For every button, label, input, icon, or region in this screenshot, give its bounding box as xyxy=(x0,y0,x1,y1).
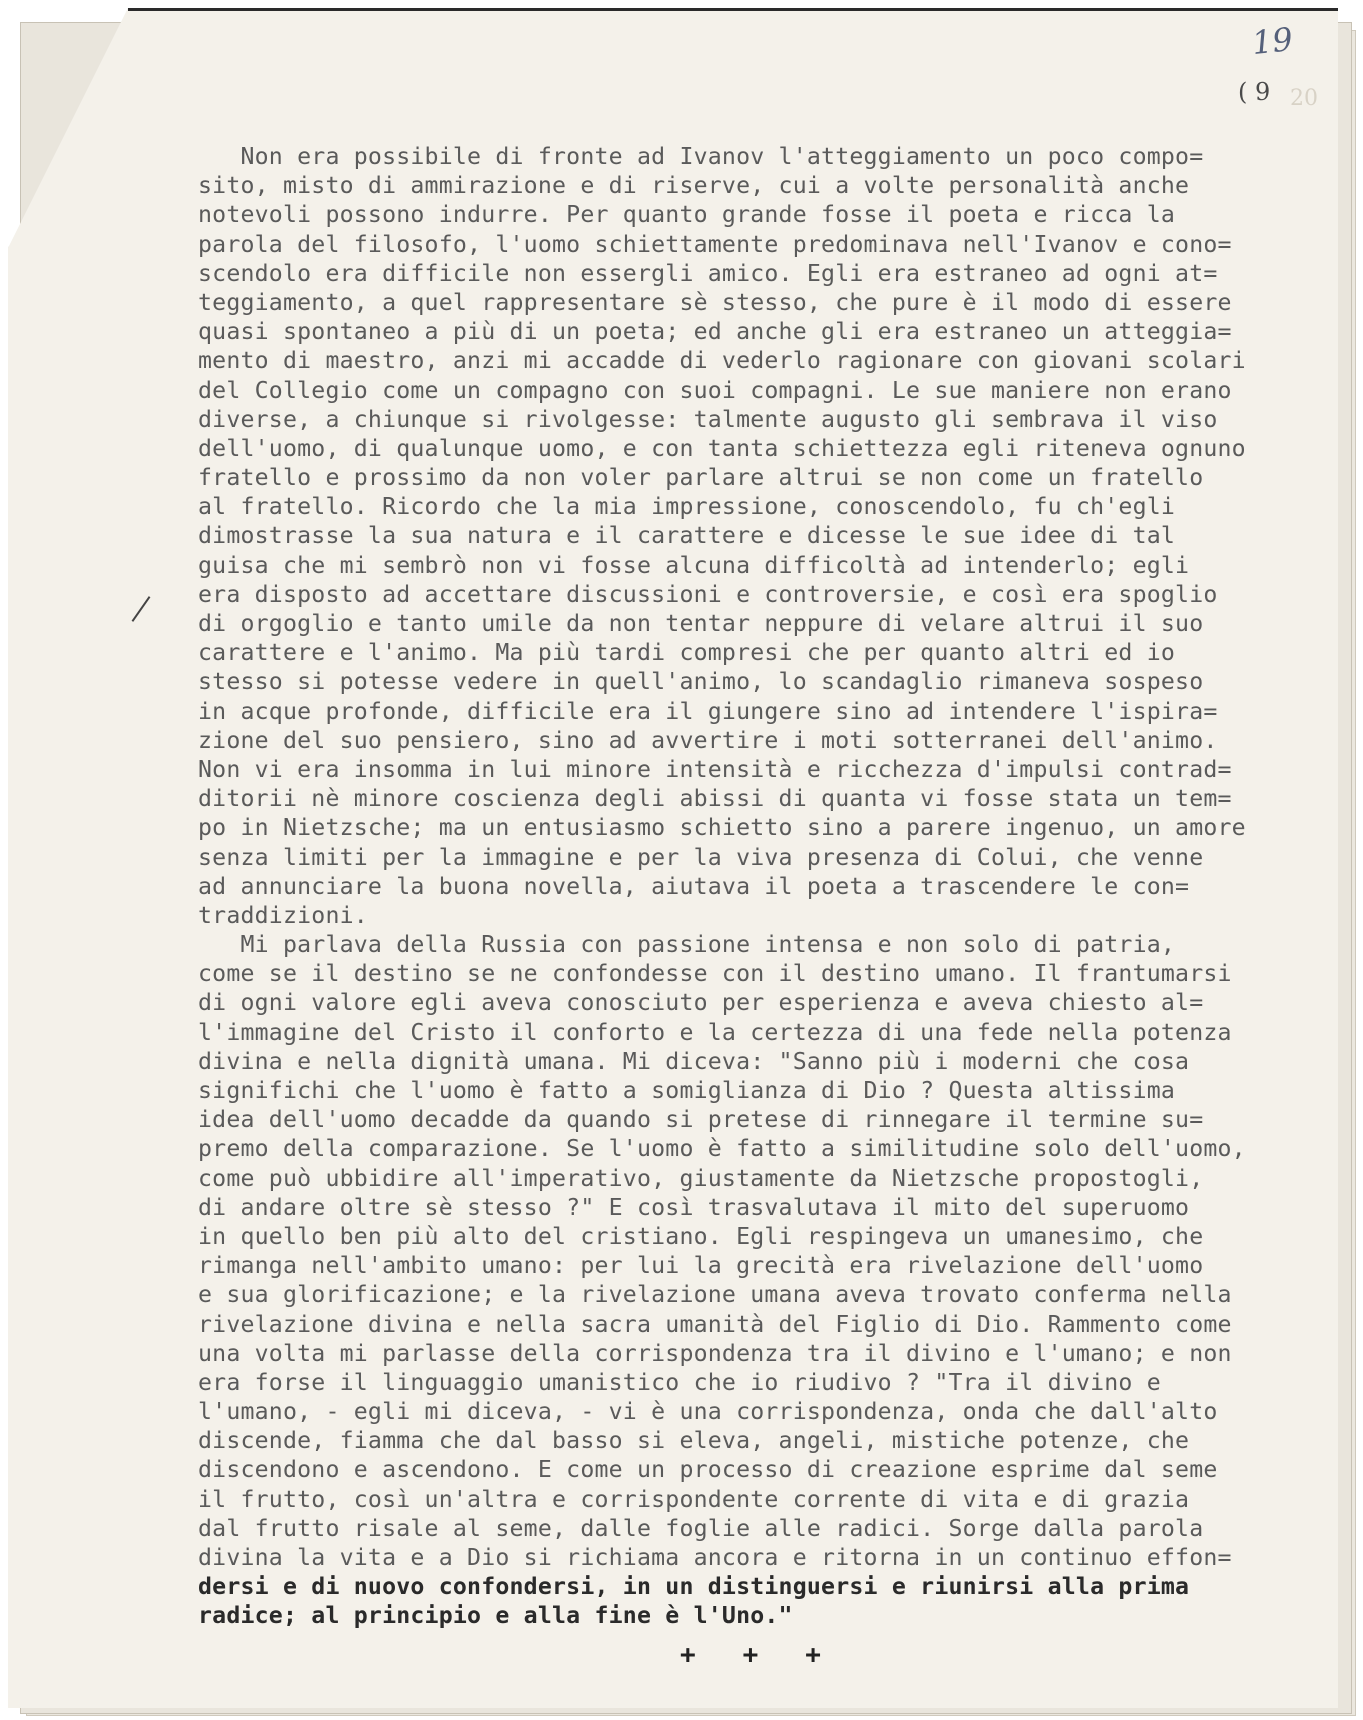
text-line: dersi e di nuovo confondersi, in un distinguersi e riunirsi alla prima xyxy=(198,1573,1190,1601)
page-number: 19 xyxy=(1250,19,1295,63)
section-end-mark: + + + xyxy=(680,1640,821,1670)
text-line: come se il destino se ne confondesse con il destino umano. Il frantumarsi xyxy=(198,960,1232,988)
ghost-page-number: 20 xyxy=(1290,86,1318,111)
text-line: mento di maestro, anzi mi accadde di vederlo ragionare con giovani scolari xyxy=(198,347,1246,375)
text-line: sito, misto di ammirazione e di riserve, cui a volte personalità anche xyxy=(198,172,1190,200)
section-number: ( 9 xyxy=(1238,78,1271,106)
text-line: in acque profonde, difficile era il giungere sino ad intendere l'ispira= xyxy=(198,697,1218,725)
text-line: l'immagine del Cristo il conforto e la certezza di una fede nella potenza xyxy=(198,1018,1232,1046)
text-line: radice; al principio e alla fine è l'Uno." xyxy=(198,1602,793,1630)
text-line: scendolo era difficile non essergli amico. Egli era estraneo ad ogni at= xyxy=(198,259,1218,287)
text-line: dell'uomo, di qualunque uomo, e con tanta schiettezza egli riteneva ognuno xyxy=(198,434,1246,462)
page-top-edge xyxy=(128,8,1338,11)
text-line: fratello e prossimo da non voler parlare altrui se non come un fratello xyxy=(198,464,1204,492)
text-line: notevoli possono indurre. Per quanto grande fosse il poeta e ricca la xyxy=(198,201,1176,229)
text-line: significhi che l'uomo è fatto a somiglianza di Dio ? Questa altissima xyxy=(198,1077,1176,1104)
text-line: parola del filosofo, l'uomo schiettamente predominava nell'Ivanov e cono= xyxy=(198,230,1232,258)
text-line: Mi parlava della Russia con passione intensa e non solo di patria, xyxy=(198,931,1176,959)
text-line: discende, fiamma che dal basso si eleva, angeli, mistiche potenze, che xyxy=(198,1427,1190,1455)
text-line: teggiamento, a quel rappresentare sè stesso, che pure è il modo di essere xyxy=(198,288,1232,316)
text-line: l'umano, - egli mi diceva, - vi è una corrispondenza, onda che dall'alto xyxy=(198,1398,1218,1426)
text-line: traddizioni. xyxy=(198,901,368,929)
text-line: era disposto ad accettare discussioni e controversie, e così era spoglio xyxy=(198,580,1218,608)
text-line: di ogni valore egli aveva conosciuto per esperienza e aveva chiesto al= xyxy=(198,989,1204,1017)
text-line: premo della comparazione. Se l'uomo è fatto a similitudine solo dell'uomo, xyxy=(198,1135,1246,1163)
text-line: zione del suo pensiero, sino ad avvertire i moti sotterranei dell'animo. xyxy=(198,726,1218,754)
text-line: una volta mi parlasse della corrispondenza tra il divino e l'umano; e non xyxy=(198,1339,1232,1367)
text-line: era forse il linguaggio umanistico che io riudivo ? "Tra il divino e xyxy=(198,1368,1161,1396)
text-line: del Collegio come un compagno con suoi compagni. Le sue maniere non erano xyxy=(198,376,1232,404)
text-line: dal frutto risale al seme, dalle foglie alle radici. Sorge dalla parola xyxy=(198,1514,1204,1542)
text-line: il frutto, così un'altra e corrispondente corrente di vita e di grazia xyxy=(198,1485,1190,1513)
text-line: diverse, a chiunque si rivolgesse: talmente augusto gli sembrava il viso xyxy=(198,405,1218,433)
text-line: Non vi era insomma in lui minore intensità e ricchezza d'impulsi contrad= xyxy=(198,755,1232,783)
text-line: ditorii nè minore coscienza degli abissi di quanta vi fosse stata un tem= xyxy=(198,785,1232,813)
text-line: rivelazione divina e nella sacra umanità del Figlio di Dio. Rammento come xyxy=(198,1310,1232,1338)
text-line: in quello ben più alto del cristiano. Egli respingeva un umanesimo, che xyxy=(198,1222,1204,1250)
text-line: senza limiti per la immagine e per la viva presenza di Colui, che venne xyxy=(198,843,1204,871)
text-line: guisa che mi sembrò non vi fosse alcuna difficoltà ad intenderlo; egli xyxy=(198,551,1190,579)
text-line: e sua glorificazione; e la rivelazione umana aveva trovato conferma nella xyxy=(198,1281,1232,1309)
text-line: di orgoglio e tanto umile da non tentar neppure di velare altrui il suo xyxy=(198,610,1204,637)
text-line: divina e nella dignità umana. Mi diceva: "Sanno più i moderni che cosa xyxy=(198,1047,1190,1075)
text-line: dimostrasse la sua natura e il carattere e dicesse le sue idee di tal xyxy=(198,522,1176,550)
text-line: ad annunciare la buona novella, aiutava il poeta a trascendere le con= xyxy=(198,872,1190,900)
text-line: di andare oltre sè stesso ?" E così trasvalutava il mito del superuomo xyxy=(198,1193,1190,1221)
text-line: carattere e l'animo. Ma più tardi compresi che per quanto altri ed io xyxy=(198,639,1176,667)
text-line: quasi spontaneo a più di un poeta; ed anche gli era estraneo un atteggia= xyxy=(198,318,1232,346)
text-line: rimanga nell'ambito umano: per lui la grecità era rivelazione dell'uomo xyxy=(198,1252,1204,1280)
text-line: po in Nietzsche; ma un entusiasmo schietto sino a parere ingenuo, un amore xyxy=(198,814,1246,842)
typed-text-body xyxy=(198,142,1348,1631)
text-line: al fratello. Ricordo che la mia impressione, conoscendolo, fu ch'egli xyxy=(198,493,1176,521)
text-line: Non era possibile di fronte ad Ivanov l'atteggiamento un poco compo= xyxy=(198,143,1204,170)
text-line: idea dell'uomo decadde da quando si pretese di rinnegare il termine su= xyxy=(198,1106,1204,1134)
text-line: discendono e ascendono. E come un processo di creazione esprime dal seme xyxy=(198,1456,1218,1484)
text-line: divina la vita e a Dio si richiama ancora e ritorna in un continuo effon= xyxy=(198,1544,1232,1571)
text-line: come può ubbidire all'imperativo, giustamente da Nietzsche propostogli, xyxy=(198,1164,1204,1192)
text-line: stesso si potesse vedere in quell'animo, lo scandaglio rimaneva sospeso xyxy=(198,668,1204,696)
